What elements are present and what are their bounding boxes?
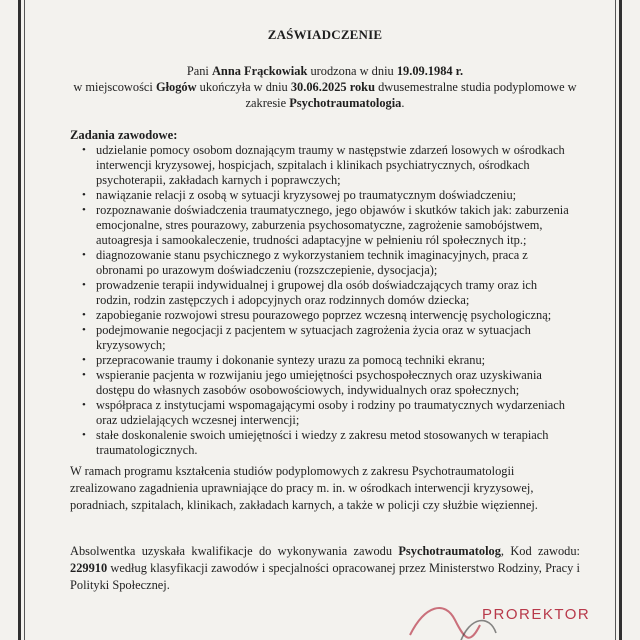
document-title: ZAŚWIADCZENIE — [267, 27, 383, 42]
stamp-text: PROREKTOR — [482, 606, 591, 623]
task-text: zapobieganie rozwojowi stresu pourazowego poprzez wczesną interwencję psychologiczną; — [96, 308, 552, 322]
intro-line-1 — [70, 63, 580, 79]
task-text: rozpoznawanie doświadczenia traumatycznego, jego objawów i skutków takich jak: zaburzenia emocjonalne, stres pourazowy, zaburzenia psychosomatyczne, zagrożenie samobójstwem, autoagresja i samookaleczenie, trudności adaptacyjne w pełnieniu ról społecznych itp.; — [96, 203, 569, 247]
intro-text: w miejscowości — [73, 80, 156, 94]
bullet-icon: • — [82, 399, 86, 411]
bullet-icon: • — [82, 144, 86, 156]
task-text: współpraca z instytucjami wspomagającymi osoby i rodziny po traumatycznych wydarzeniach oraz udzielających wczesnej interwencji; — [96, 398, 565, 427]
list-item — [70, 143, 570, 188]
bullet-icon: • — [82, 369, 86, 381]
bullet-icon: • — [82, 249, 86, 261]
task-text: udzielanie pomocy osobom doznającym traumy w następstwie zdarzeń losowych w ośrodkach interwencji kryzysowej, hospicjach, szpitalach i klinikach psychiatrycznych, ośrodkach psychoterapii, zakładach karnych i poprawczych; — [96, 143, 565, 187]
intro-text: dwusemestralne studia podyplomowe w — [374, 80, 577, 94]
person-name: Anna Frąckowiak — [211, 64, 308, 78]
intro-line-3 — [70, 95, 580, 111]
bullet-icon: • — [82, 189, 86, 201]
list-item — [70, 398, 570, 428]
intro-text: zakresie — [245, 96, 290, 110]
task-text: stałe doskonalenie swoich umiejętności i wiedzy z zakresu metod stosowanych w terapiach traumatologicznych. — [96, 428, 549, 457]
birth-date: 19.09.1984 r. — [396, 64, 464, 78]
list-item — [70, 323, 570, 353]
bullet-icon: • — [82, 279, 86, 291]
bullet-icon: • — [82, 354, 86, 366]
intro-text: ukończyła w dniu — [196, 80, 291, 94]
list-item — [70, 308, 570, 323]
task-text: wspieranie pacjenta w rozwijaniu jego umiejętności psychospołecznych oraz uzyskiwania dostępu do własnych zasobów osobowościowych, indywidualnych oraz społecznych; — [96, 368, 542, 397]
qualification-text: Absolwentka uzyskała kwalifikacje do wykonywania zawodu — [70, 544, 399, 558]
task-text: prowadzenie terapii indywidualnej i grupowej dla osób doświadczających tramy oraz ich rodzin, rodzin zastępczych i adopcyjnych oraz rodzinnych domów dziecka; — [96, 278, 538, 307]
list-item — [70, 203, 570, 248]
task-text: przepracowanie traumy i dokonanie syntezy urazu za pomocą techniki ekranu; — [96, 353, 486, 367]
program-paragraph: W ramach programu kształcenia studiów podyplomowych z zakresu Psychotraumatologii zrealizowano zagadnienia uprawniające do pracy m. in. w ośrodkach interwencji kryzysowej, poradniach, szpitalach, klinikach, zakładach karnych, a także w policji czy służbie więziennej. — [70, 464, 538, 512]
profession-name: Psychotraumatolog — [398, 544, 501, 558]
list-item — [70, 248, 570, 278]
list-item — [70, 428, 570, 458]
bullet-icon: • — [82, 324, 86, 336]
graduation-date: 30.06.2025 roku — [290, 80, 375, 94]
qualification-text: według klasyfikacji zawodów i specjalności opracowanej przez Ministerstwo Rodziny, Pracy i Polityki Społecznej. — [70, 561, 580, 592]
intro-text: . — [401, 96, 405, 110]
qualification-text: , Kod zawodu: — [500, 544, 580, 558]
list-item — [70, 278, 570, 308]
birth-city: Głogów — [155, 80, 197, 94]
task-text: nawiązanie relacji z osobą w sytuacji kryzysowej po traumatycznym doświadczeniu; — [96, 188, 517, 202]
list-item — [70, 353, 570, 368]
list-item — [70, 188, 570, 203]
intro-text: urodzona w dniu — [307, 64, 397, 78]
intro-text: Pani — [186, 64, 212, 78]
profession-code: 229910 — [70, 561, 108, 575]
list-item — [70, 368, 570, 398]
intro-line-2 — [70, 79, 580, 95]
intro-paragraph — [70, 63, 580, 111]
tasks-list — [70, 143, 570, 458]
task-text: diagnozowanie stanu psychicznego z wykorzystaniem technik imaginacyjnych, praca z obronami po urazowym doświadczeniu (rozszczepienie, dysocjacja); — [96, 248, 528, 277]
bullet-icon: • — [82, 309, 86, 321]
bullet-icon: • — [82, 429, 86, 441]
tasks-heading: Zadania zawodowe: — [70, 128, 178, 142]
study-field: Psychotraumatologia — [289, 96, 402, 110]
bullet-icon: • — [82, 204, 86, 216]
task-text: podejmowanie negocjacji z pacjentem w sytuacjach zagrożenia życia oraz w sytuacjach kryzysowych; — [96, 323, 531, 352]
